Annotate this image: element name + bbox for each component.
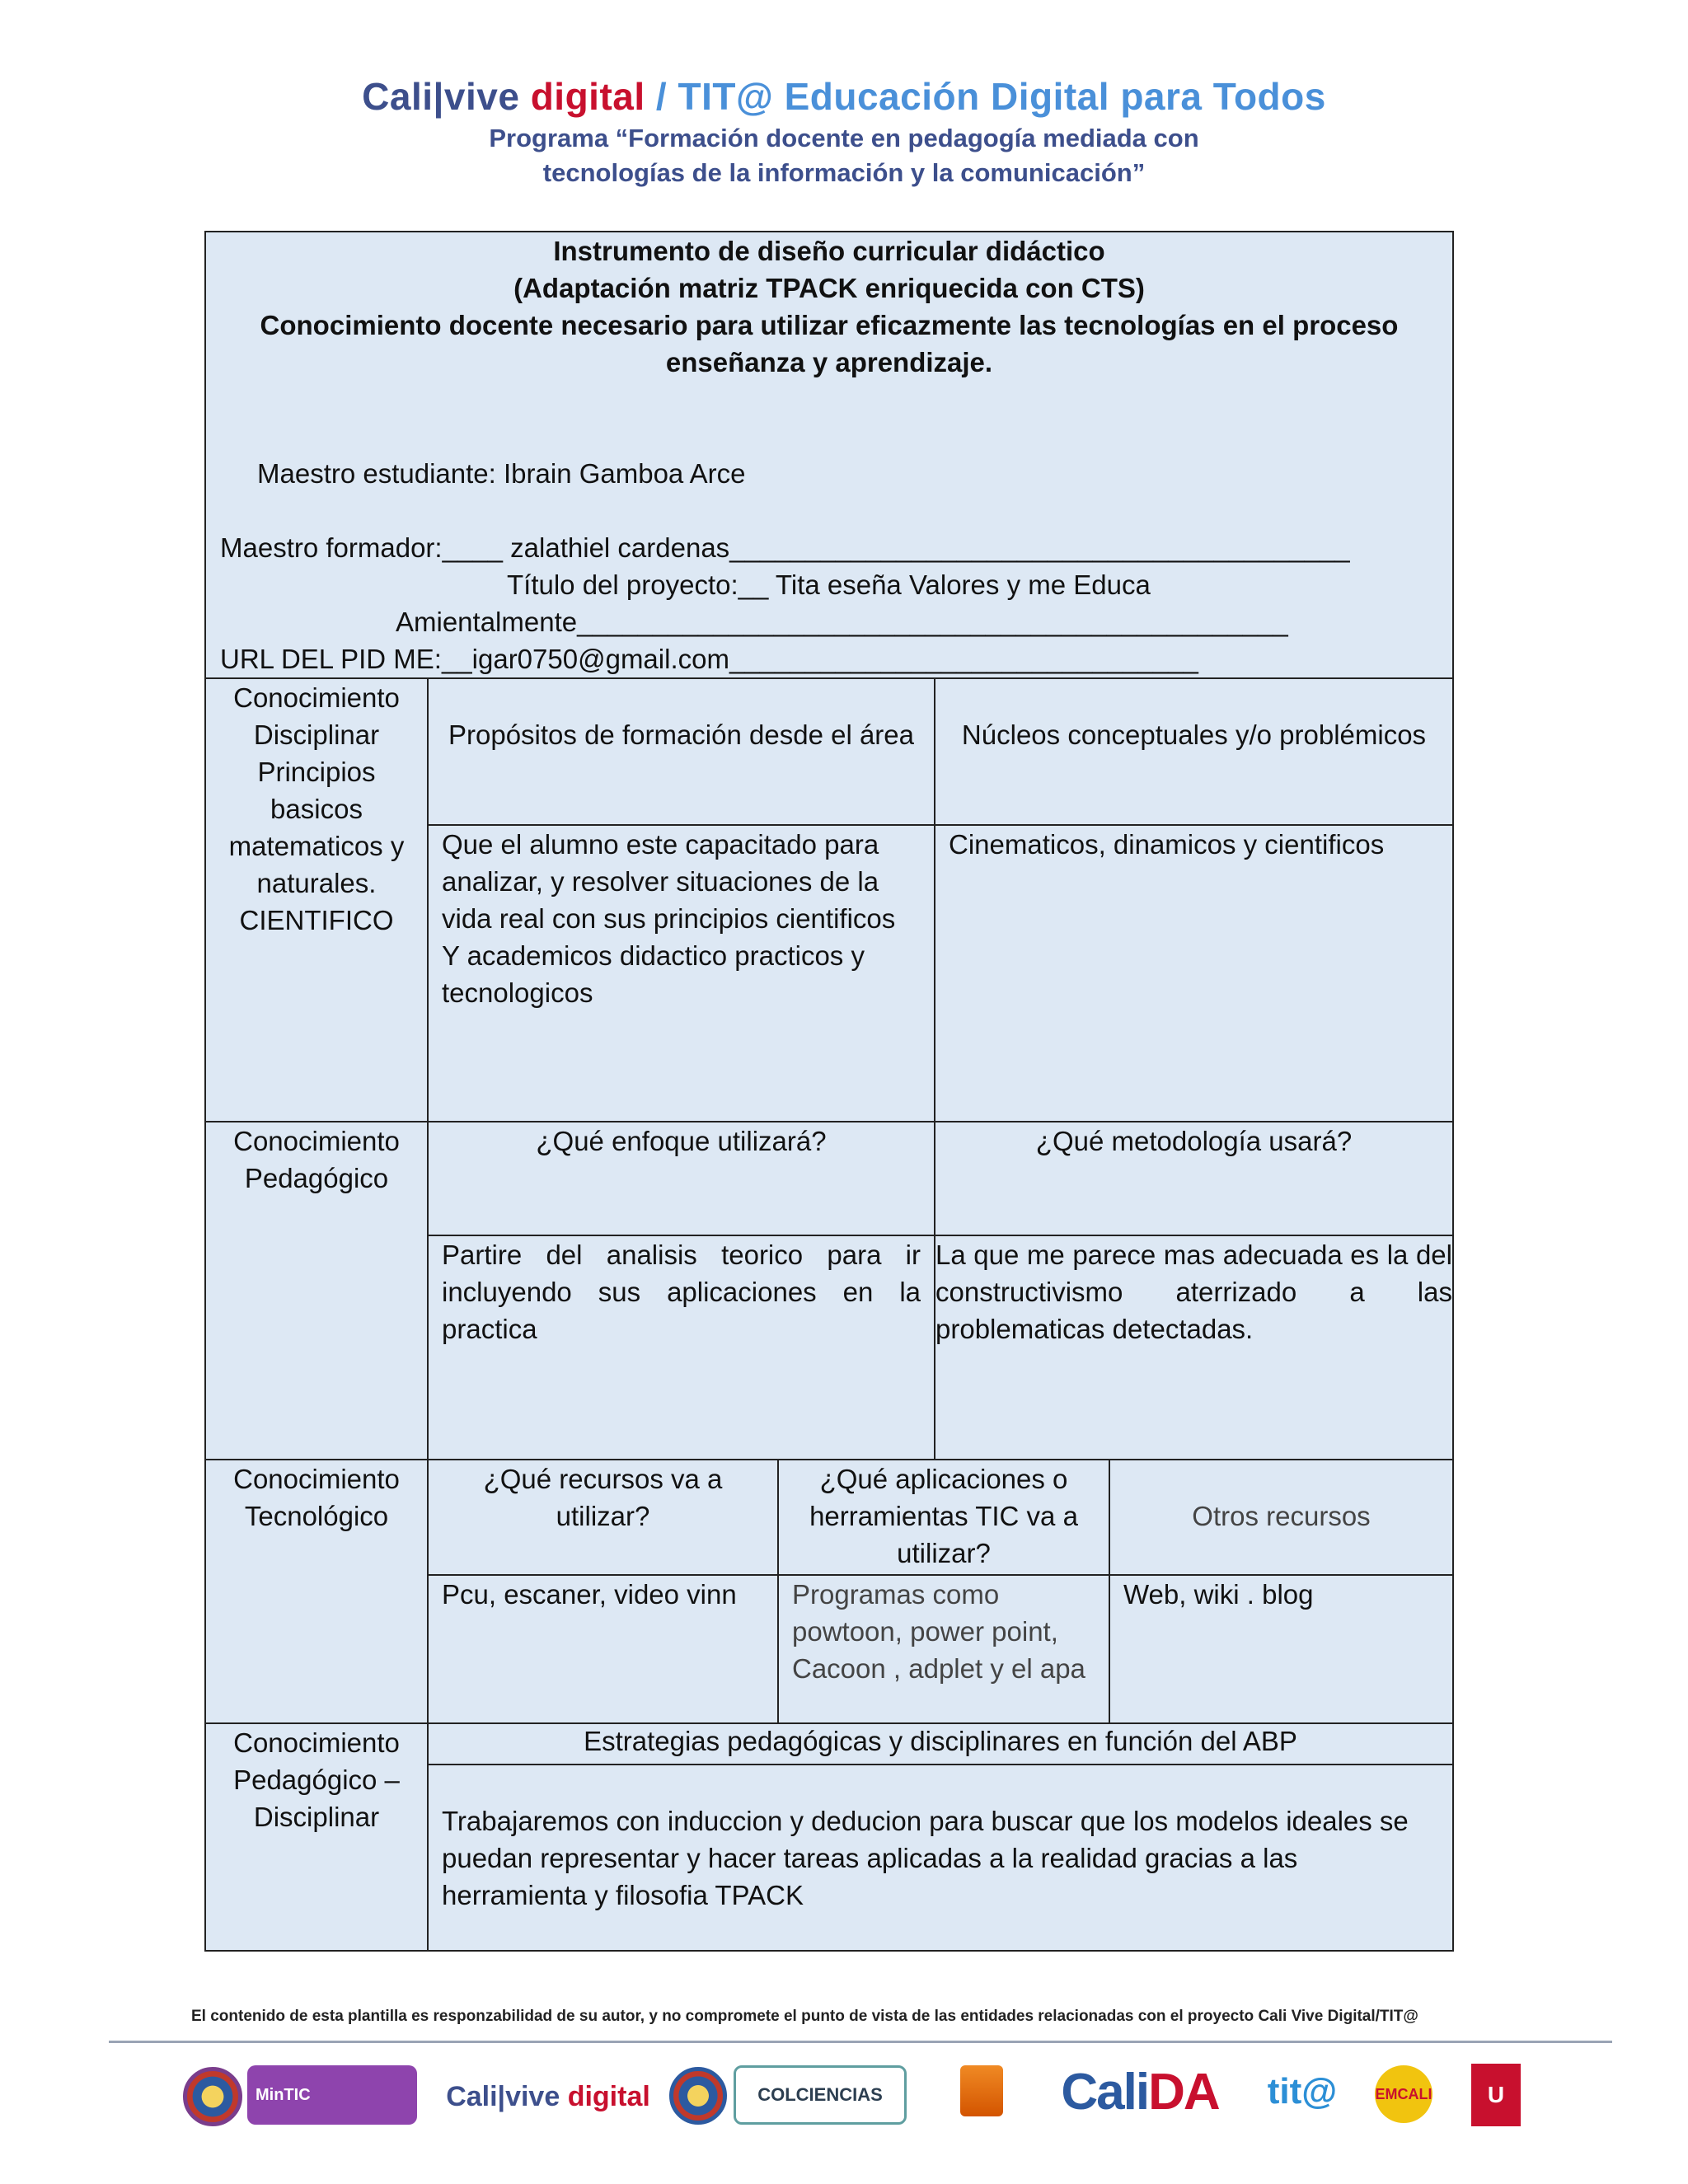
form-title-4: enseñanza y aprendizaje. bbox=[665, 347, 993, 377]
calivive-logo-text: Cali|vive bbox=[446, 2080, 560, 2112]
text-line: herramientas TIC va a bbox=[809, 1501, 1078, 1531]
label-line: Pedagógico – bbox=[233, 1765, 400, 1795]
label-line: matematicos y bbox=[228, 831, 405, 861]
header-estrategias: Estrategias pedagógicas y disciplinares en función del ABP bbox=[427, 1722, 1454, 1765]
formador-field: Maestro formador:____ zalathiel cardenas_________________________________________ bbox=[220, 532, 1350, 563]
text-line: Programas como bbox=[792, 1579, 1000, 1610]
header-otros-recursos: Otros recursos bbox=[1109, 1459, 1454, 1576]
header-propositos: Propósitos de formación desde el área bbox=[427, 677, 935, 826]
cell-estrategias bbox=[427, 1764, 1454, 1952]
calida-text-cali: Cali bbox=[1061, 2063, 1149, 2121]
form-title-2: (Adaptación matriz TPACK enriquecida con CTS) bbox=[513, 273, 1145, 303]
header-aplicaciones bbox=[777, 1459, 1110, 1576]
label-pedagogico bbox=[204, 1121, 429, 1460]
student-name: Maestro estudiante: Ibrain Gamboa Arce bbox=[257, 458, 746, 489]
label-line: Conocimiento bbox=[233, 1727, 400, 1758]
text-line: vida real con sus principios cientificos bbox=[442, 903, 896, 934]
text-line: ¿Qué recursos va a bbox=[483, 1464, 723, 1494]
label-line: Disciplinar bbox=[253, 719, 380, 750]
header-nucleos: Núcleos conceptuales y/o problémicos bbox=[934, 677, 1454, 826]
cell-metodologia: La que me parece mas adecuada es la del constructivismo aterrizado a las problematicas detectadas. bbox=[934, 1235, 1454, 1460]
label-pedagogico-disciplinar bbox=[204, 1722, 429, 1952]
calida-text-da: DA bbox=[1148, 2063, 1219, 2121]
text-line: Trabajaremos con induccion y deducion para buscar que los modelos ideales se bbox=[442, 1806, 1409, 1836]
label-line: CIENTIFICO bbox=[239, 905, 394, 935]
text-line: powtoon, power point, bbox=[792, 1616, 1058, 1647]
text-line: herramienta y filosofia TPACK bbox=[442, 1880, 804, 1910]
text-line: puedan representar y hacer tareas aplicadas a la realidad gracias a las bbox=[442, 1843, 1298, 1873]
text-line: Cacoon , adplet y el apa bbox=[792, 1653, 1085, 1684]
text-line: utilizar? bbox=[897, 1538, 991, 1568]
project-title-field: Título del proyecto:__ Tita eseña Valores y me Educa bbox=[507, 569, 1151, 600]
brand-calivive: Cali|vive bbox=[362, 75, 520, 118]
calida-logo bbox=[1053, 2059, 1226, 2125]
footer-divider bbox=[109, 2041, 1612, 2043]
tita-logo: tit@ bbox=[1267, 2071, 1338, 2111]
cell-nucleos: Cinematicos, dinamicos y cientificos bbox=[934, 824, 1454, 1122]
text-line: analizar, y resolver situaciones de la bbox=[442, 866, 879, 897]
cell-aplicaciones bbox=[777, 1574, 1110, 1724]
footer-disclaimer: El contenido de esta plantilla es responzabilidad de su autor, y no compromete el punto de vista de las entidades relacionadas con el proyecto Cali Vive Digital/TIT@ bbox=[191, 2008, 1418, 2025]
text-line: ¿Qué aplicaciones o bbox=[819, 1464, 1068, 1494]
program-title-line2: tecnologías de la información y la comunicación” bbox=[542, 158, 1146, 187]
brand-tita: / TIT@ Educación Digital para Todos bbox=[655, 75, 1326, 118]
project-title-field-cont: Amientalmente_______________________________________________ bbox=[396, 607, 1288, 637]
form-title-3: Conocimiento docente necesario para utilizar eficazmente las tecnologías en el proceso bbox=[260, 310, 1399, 340]
cell-otros-recursos: Web, wiki . blog bbox=[1109, 1574, 1454, 1724]
label-line: Pedagógico bbox=[244, 1163, 389, 1193]
header-metodologia: ¿Qué metodología usará? bbox=[934, 1121, 1454, 1236]
tpack-form bbox=[204, 231, 1454, 1952]
text-line: tecnologicos bbox=[442, 977, 593, 1008]
label-line: Conocimiento bbox=[233, 1464, 400, 1494]
colciencias-logo: COLCIENCIAS bbox=[734, 2065, 907, 2125]
univalle-logo: U bbox=[1471, 2064, 1521, 2126]
digital-logo-text: digital bbox=[567, 2080, 650, 2112]
url-field: URL DEL PID ME:__igar0750@gmail.com_______________________________ bbox=[220, 644, 1198, 674]
label-line: Principios bbox=[257, 757, 376, 787]
text-line: Y academicos didactico practicos y bbox=[442, 940, 865, 971]
label-line: Disciplinar bbox=[253, 1802, 380, 1832]
form-title-block bbox=[206, 232, 1452, 381]
label-line: Conocimiento bbox=[233, 1126, 400, 1156]
brand-digital: digital bbox=[530, 75, 645, 118]
emcali-logo: EMCALI bbox=[1375, 2065, 1432, 2123]
colombia-shield-icon bbox=[669, 2067, 727, 2125]
form-title-1: Instrumento de diseño curricular didáctico bbox=[553, 236, 1105, 266]
alcaldia-cali-shield-icon bbox=[960, 2065, 1003, 2116]
header-recursos bbox=[427, 1459, 779, 1576]
label-tecnologico bbox=[204, 1459, 429, 1724]
text-line: Que el alumno este capacitado para bbox=[442, 829, 879, 860]
label-line: naturales. bbox=[256, 868, 377, 898]
text-line: utilizar? bbox=[556, 1501, 650, 1531]
mintic-logo: MinTIC bbox=[247, 2065, 417, 2125]
header-brand-line bbox=[0, 74, 1688, 119]
colombia-seal-icon bbox=[183, 2067, 242, 2126]
calivive-digital-logo bbox=[446, 2072, 650, 2121]
label-disciplinar bbox=[204, 677, 429, 1122]
label-line: basicos bbox=[270, 794, 363, 824]
cell-recursos: Pcu, escaner, video vinn bbox=[427, 1574, 779, 1724]
cell-propositos bbox=[427, 824, 935, 1122]
header-enfoque: ¿Qué enfoque utilizará? bbox=[427, 1121, 935, 1236]
label-line: Tecnológico bbox=[244, 1501, 389, 1531]
document-header bbox=[0, 74, 1688, 188]
program-title-line1: Programa “Formación docente en pedagogía mediada con bbox=[489, 124, 1199, 152]
cell-enfoque: Partire del analisis teorico para ir incluyendo sus aplicaciones en la practica bbox=[427, 1235, 935, 1460]
label-line: Conocimiento bbox=[233, 682, 400, 713]
